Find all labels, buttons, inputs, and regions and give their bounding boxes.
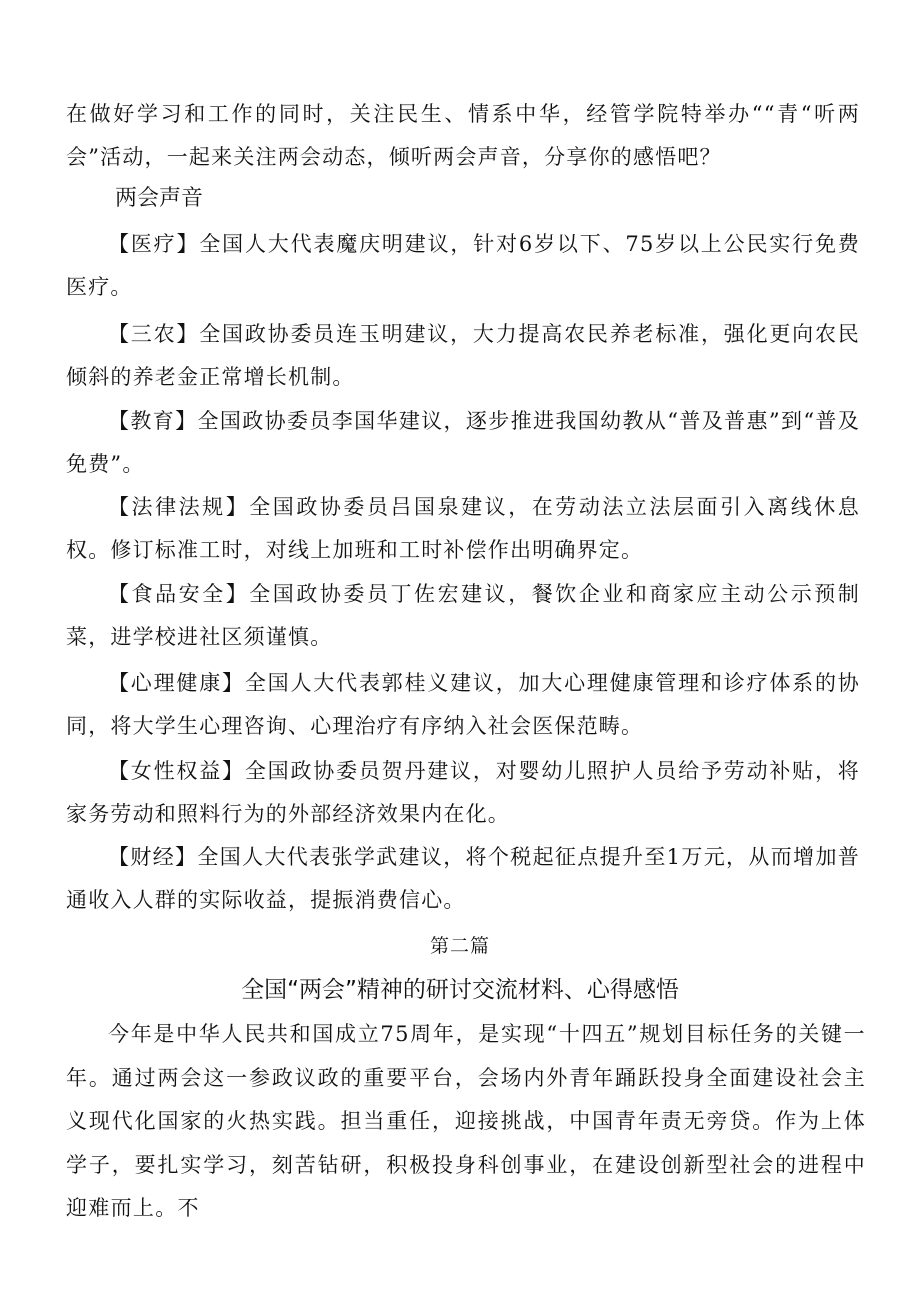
proposal-tag: 【三农】 <box>108 322 200 346</box>
section-heading: 两会声音 <box>115 186 204 211</box>
proposal-tag: 【法律法规】 <box>108 495 250 519</box>
proposal-tag: 【教育】 <box>108 409 198 433</box>
proposal-education <box>66 400 860 486</box>
proposal-tag: 【医疗】 <box>108 232 200 256</box>
part-label: 第二篇 <box>429 935 490 957</box>
proposal-text: 全国人大代表张学武建议，将个税起征点提升至1万元，从而增加普通收入人群的实际收益，提振消费信心。 <box>66 845 860 912</box>
proposal-text: 全国政协委员吕国泉建议，在劳动法立法层面引入离线休息权。修订标准工时，对线上加班和工时补偿作出明确界定。 <box>66 495 860 562</box>
proposal-text: 全国人大代表郭桂义建议，加大心理健康管理和诊疗体系的协同，将大学生心理咨询、心理治疗有序纳入社会医保范畴。 <box>66 671 860 738</box>
proposal-tag: 【食品安全】 <box>108 582 250 606</box>
proposal-finance <box>66 836 860 922</box>
proposal-tag: 【财经】 <box>108 845 198 869</box>
proposal-text: 全国人大代表魔庆明建议，针对6岁以下、75岁以上公民实行免费医疗。 <box>66 232 860 299</box>
proposal-text: 全国政协委员丁佐宏建议，餐饮企业和商家应主动公示预制菜，进学校进社区须谨慎。 <box>66 582 860 649</box>
proposal-tag: 【心理健康】 <box>108 671 245 695</box>
proposal-agriculture <box>66 313 860 399</box>
proposal-mental-health <box>66 662 860 748</box>
proposal-food-safety <box>66 573 860 659</box>
proposal-medical <box>66 223 860 309</box>
intro-paragraph: 在做好学习和工作的同时，关注民生、情系中华，经管学院特举办““青“听两会”活动，一起来关注两会动态，倾听两会声音，分享你的感悟吧？ <box>66 102 860 169</box>
article-title: 全国“两会”精神的研讨交流材料、心得感悟 <box>241 977 679 1003</box>
proposal-women-rights <box>66 750 860 836</box>
proposal-text: 全国政协委员李国华建议，逐步推进我国幼教从“普及普惠”到“普及免费”。 <box>66 409 860 476</box>
proposal-law <box>66 486 860 572</box>
proposal-tag: 【女性权益】 <box>108 759 245 783</box>
proposal-text: 全国政协委员连玉明建议，大力提高农民养老标准，强化更向农民倾斜的养老金正常增长机制。 <box>66 322 860 389</box>
proposal-text: 全国政协委员贺丹建议，对婴幼儿照护人员给予劳动补贴，将家务劳动和照料行为的外部经济效果内在化。 <box>66 759 860 826</box>
article-body: 今年是中华人民共和国成立75周年，是实现“十四五”规划目标任务的关键一年。通过两会这一参政议政的重要平台，会场内外青年踊跃投身全面建设社会主义现代化国家的火热实践。担当重任，迎接挑战，中国青年责无旁贷。作为上体学子，要扎实学习，刻苦钻研，积极投身科创事业，在建设创新型社会的进程中迎难而上。不 <box>66 1022 866 1220</box>
